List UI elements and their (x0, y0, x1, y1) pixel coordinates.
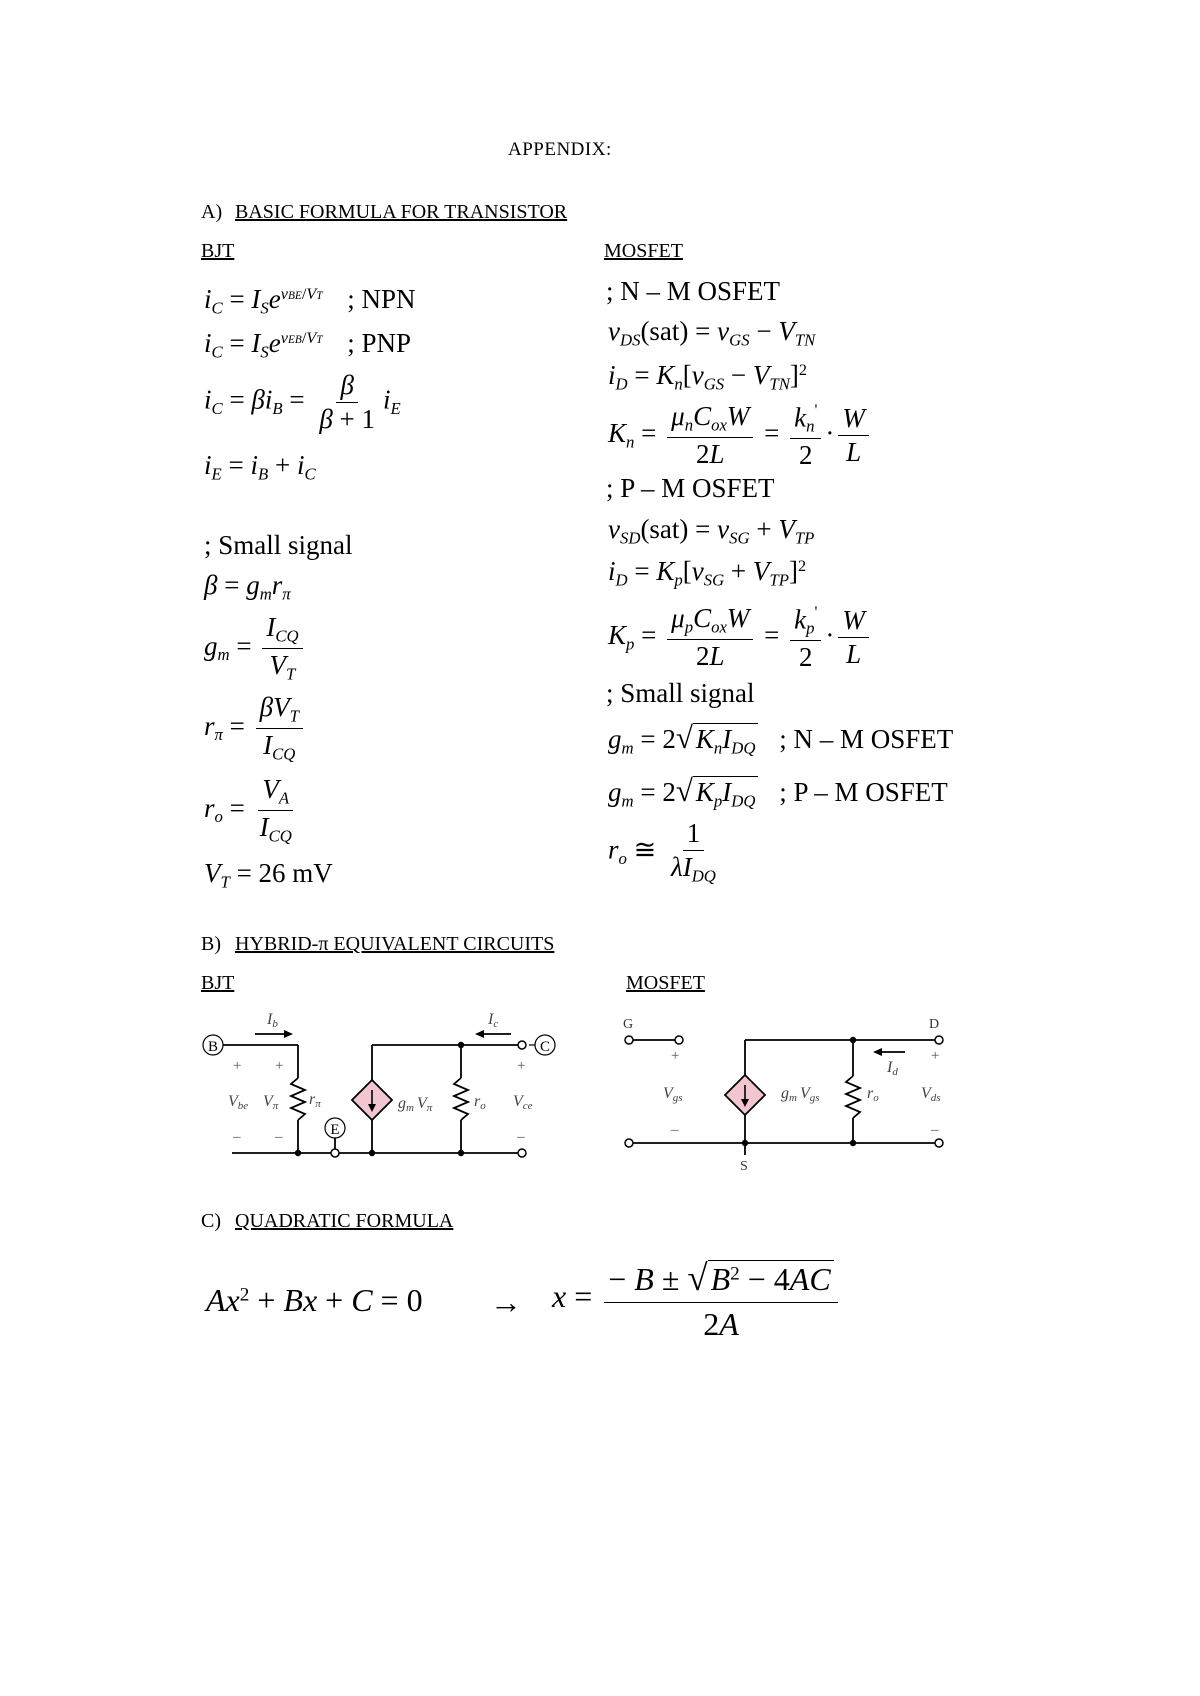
ib-label: Ib (267, 1011, 278, 1030)
bjt-ro-equation: $r_o$ = $\frac{V_A}{I_{CQ}}$ (204, 774, 292, 846)
nmos-id-equation: $i_D = K_n[v_{GS} - V_{TN}]^2$ (608, 360, 807, 394)
pmos-kp-equation: $K_p$ = $\frac{\mu_pC_{ox}W}{2L}$ = $\frac{k_p'}{2}$ · $\frac{W}{L}$ (608, 604, 873, 671)
vpi-label: Vπ (263, 1093, 279, 1112)
vce-label: Vce (513, 1093, 533, 1112)
node-e-label: E (330, 1122, 340, 1138)
mos-ro-equation: $r_o$ ≅ $\frac{1}{\lambda I_{DQ}}$ (608, 818, 716, 886)
mosfet-circuit-heading: MOSFET (626, 972, 705, 994)
bjt-hybrid-pi-circuit (195, 1000, 575, 1175)
section-a-letter: A) (201, 201, 223, 223)
bjt-ic-beta-equation: $i_C = \beta i_B$ = $\frac{\beta}{\beta + 1}$ $i_E$ (204, 370, 401, 434)
vce-minus: – (517, 1129, 525, 1145)
node-d-label: D (929, 1017, 940, 1032)
section-a-title: BASIC FORMULA FOR TRANSISTOR (235, 201, 568, 223)
node-b-label: B (207, 1039, 219, 1055)
section-c-heading (201, 1210, 453, 1233)
vgs-plus: + (671, 1048, 680, 1064)
bjt-beta-equation: $\beta = g_mr_\pi$ (204, 570, 291, 604)
bjt-column-heading: BJT (201, 240, 235, 262)
pmos-label: ; P – M OSFET (606, 473, 775, 503)
bjt-vt-equation: $V_T = 26$ mV (204, 858, 333, 892)
mosfet-hybrid-pi-circuit (615, 1010, 960, 1175)
npn-label: ; NPN (347, 284, 416, 314)
implies-arrow: → (490, 1284, 522, 1320)
pmos-gm-equation: $g_m = 2√$ $K_pI_{DQ}$ ; P – M OSFET (608, 773, 948, 811)
page-title: APPENDIX: (508, 139, 612, 160)
ic-label: Ic (488, 1011, 499, 1030)
vgs-label: Vgs (663, 1085, 683, 1104)
gm-vpi-label: gm Vπ (398, 1095, 433, 1114)
gm-pmos-label: ; P – M OSFET (779, 777, 948, 807)
vpi-minus: – (275, 1129, 283, 1145)
bjt-rpi-equation: $r_\pi$ = $\frac{\beta V_T}{I_{CQ}}$ (204, 694, 307, 763)
section-b-letter: B) (201, 933, 221, 955)
mos-ro-label: ro (867, 1085, 879, 1104)
nmos-gm-equation: $g_m = 2√$ $K_nI_{DQ}$ ; N – M OSFET (608, 720, 954, 758)
mosfet-column-heading: MOSFET (604, 240, 683, 262)
vds-plus: + (931, 1048, 940, 1064)
vds-label: Vds (921, 1085, 941, 1104)
vbe-plus: + (233, 1058, 242, 1074)
section-b-heading (201, 933, 554, 956)
vbe-minus: – (233, 1129, 241, 1145)
gm-vgs-label: gm Vgs (781, 1085, 820, 1104)
vgs-minus: – (671, 1122, 679, 1138)
rpi-label: rπ (309, 1091, 321, 1110)
section-c-letter: C) (201, 1210, 221, 1232)
nmos-label: ; N – M OSFET (606, 276, 781, 306)
nmos-kn-equation: $K_n$ = $\frac{\mu_nC_{ox}W}{2L}$ = $\frac{k_n'}{2}$ · $\frac{W}{L}$ (608, 402, 873, 469)
id-label: Id (887, 1059, 898, 1078)
bjt-ie-equation: $i_E = i_B + i_C$ (204, 450, 316, 484)
vbe-label: Vbe (228, 1093, 249, 1112)
section-c-title: QUADRATIC FORMULA (235, 1210, 454, 1232)
node-g-label: G (623, 1017, 634, 1032)
node-c-label: C (539, 1039, 551, 1055)
quadratic-solution: x = $\frac{- B \pm √B^2 - 4AC}{2A}$ (552, 1256, 842, 1343)
ro-label: ro (474, 1093, 486, 1112)
nmos-vds-sat-equation: $v_{DS}(sat) = v_{GS} - V_{TN}$ (608, 316, 816, 350)
section-b-title: HYBRID-π EQUIVALENT CIRCUITS (235, 933, 555, 955)
vt-value: 26 mV (258, 858, 333, 888)
quadratic-equation: $Ax^2 + Bx + C = 0$ (206, 1282, 423, 1318)
vds-minus: – (931, 1122, 939, 1138)
vce-plus: + (517, 1058, 526, 1074)
node-s-label: S (740, 1159, 748, 1174)
bjt-ic-npn-equation: $i_C = I_Se^{vBE/VT}$ ; NPN (204, 284, 416, 318)
bjt-circuit-heading: BJT (201, 972, 235, 994)
vpi-plus: + (275, 1058, 284, 1074)
bjt-gm-equation: $g_m$ = $\frac{I_{CQ}}{V_T}$ (204, 614, 307, 683)
gm-nmos-label: ; N – M OSFET (779, 724, 954, 754)
bjt-ic-pnp-equation: $i_C = I_Se^{vEB/VT}$ ; PNP (204, 328, 412, 362)
pmos-vsd-sat-equation: $v_{SD}(sat) = v_{SG} + V_{TP}$ (608, 514, 815, 548)
pmos-id-equation: $i_D = K_p[v_{SG} + V_{TP}]^2$ (608, 556, 807, 590)
pnp-label: ; PNP (347, 328, 412, 358)
mos-small-signal-label: ; Small signal (606, 678, 755, 708)
section-a-heading (201, 201, 567, 224)
bjt-small-signal-label: ; Small signal (204, 530, 353, 560)
